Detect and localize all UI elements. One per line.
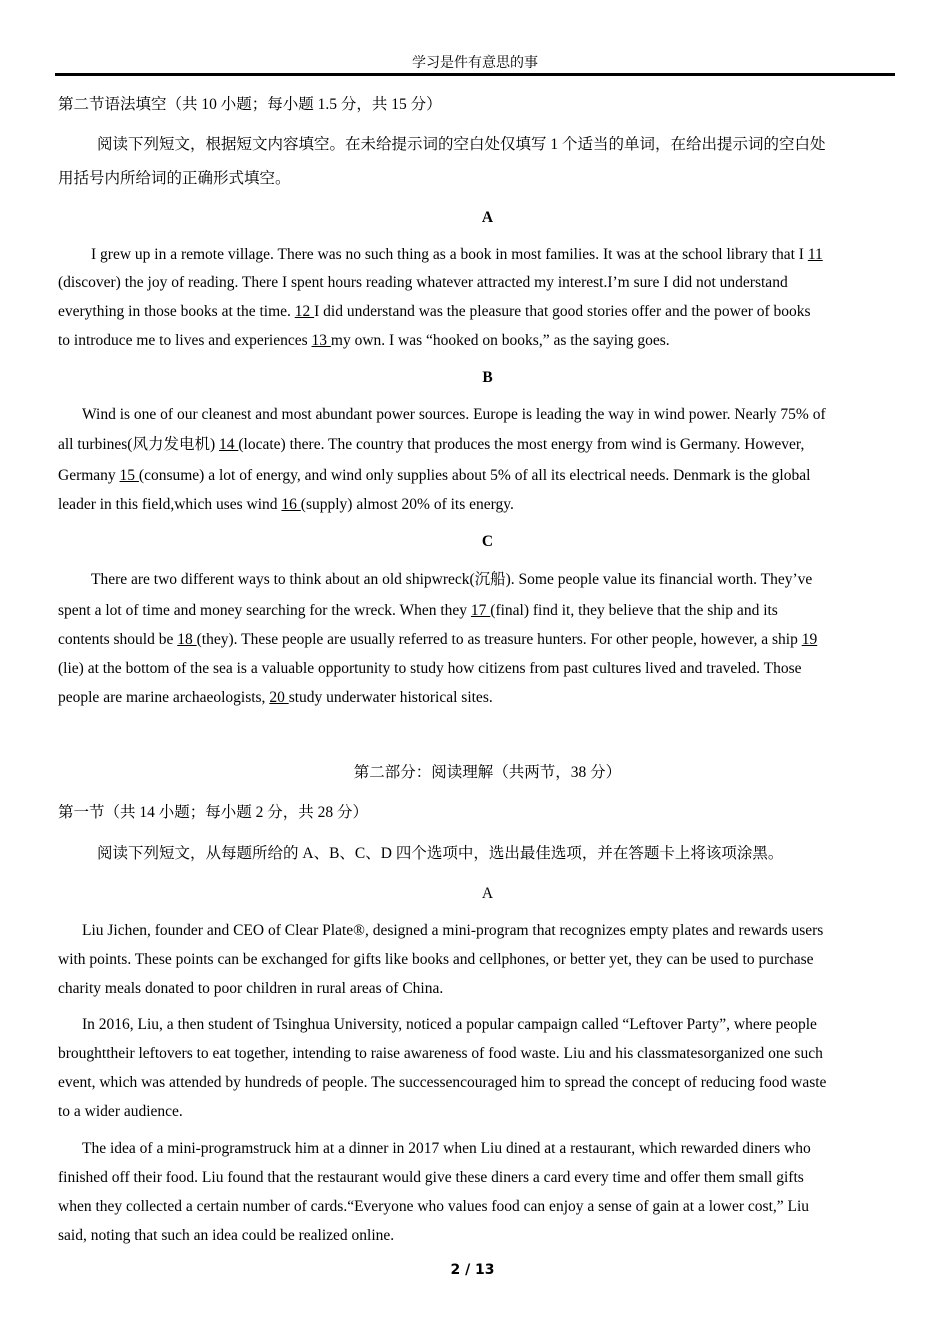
blank-16: 16 [281,496,301,513]
reading-line: finished off their food. Liu found that the restaurant would give these diners a card every time and offer them small gifts [58,1169,804,1186]
reading-line: said, noting that such an idea could be realized online. [58,1227,395,1244]
header-rule [55,73,895,76]
blank-14: 14 [219,436,239,453]
passage-line: people are marine archaeologists, 20 study underwater historical sites. [58,689,493,706]
passage-line: all turbines(风力发电机) 14 (locate) there. The country that produces the most energy from wind is Germany. However, [58,436,805,453]
passage-line: leader in this field,which uses wind 16 (supply) almost 20% of its energy. [58,496,514,513]
blank-19: 19 [801,631,818,648]
reading-line: In 2016, Liu, a then student of Tsinghua University, noticed a popular campaign called “Leftover Party”, where people [82,1016,817,1033]
blank-12: 12 [294,303,315,320]
passage-line: contents should be 18 (they). These people are usually referred to as treasure hunters. For other people, however, a ship 19 [58,631,818,648]
blank-11: 11 [807,246,823,263]
passage-label: B [482,369,493,386]
page-header: 学习是件有意思的事 [412,55,538,71]
passage-line: Germany 15 (consume) a lot of energy, and wind only supplies about 5% of all its electrical needs. Denmark is the global [58,467,811,484]
part-title: 第二部分：阅读理解（共两节，38 分） [353,764,622,781]
passage-line: to introduce me to lives and experiences 13 my own. I was “hooked on books,” as the saying goes. [58,332,670,349]
blank-13: 13 [311,332,331,349]
reading-line: broughttheir leftovers to eat together, intending to raise awareness of food waste. Liu and his classmatesorganized one such [58,1045,823,1062]
instruction-line: 用括号内所给词的正确形式填空。 [58,170,291,187]
reading-line: with points. These points can be exchanged for gifts like books and cellphones, or better yet, they can be used to purchase [58,951,814,968]
blank-17: 17 [470,602,491,619]
passage-label: A [481,209,494,226]
passage-label: A [481,885,494,902]
instruction-line: 阅读下列短文，根据短文内容填空。在未给提示词的空白处仅填写 1 个适当的单词，在给出提示词的空白处 [97,136,826,153]
reading-line: Liu Jichen, founder and CEO of Clear Plate®, designed a mini-program that recognizes empty plates and rewards users [82,922,824,939]
passage-line: spent a lot of time and money searching for the wreck. When they 17 (final) find it, they believe that the ship and its [58,602,778,619]
section-title: 第一节（共 14 小题；每小题 2 分，共 28 分） [58,804,369,821]
blank-20: 20 [269,689,289,706]
passage-line: There are two different ways to think about an old shipwreck(沉船). Some people value its financial worth. They’ve [91,571,813,588]
passage-line: I grew up in a remote village. There was no such thing as a book in most families. It was at the school library that I 11 [91,246,823,263]
reading-line: The idea of a mini-programstruck him at a dinner in 2017 when Liu dined at a restaurant, which rewarded diners who [82,1140,811,1157]
passage-line: Wind is one of our cleanest and most abundant power sources. Europe is leading the way in wind power. Nearly 75% of [82,406,826,423]
blank-15: 15 [119,467,139,484]
blank-18: 18 [177,631,197,648]
passage-line: everything in those books at the time. 12 I did understand was the pleasure that good stories offer and the power of books [58,303,811,320]
passage-label: C [481,533,494,550]
reading-line: to a wider audience. [58,1103,183,1120]
section-title: 第二节语法填空（共 10 小题；每小题 1.5 分，共 15 分） [58,96,442,113]
reading-line: event, which was attended by hundreds of people. The successencouraged him to spread the concept of reducing food waste [58,1074,827,1091]
instruction-line: 阅读下列短文，从每题所给的 A、B、C、D 四个选项中，选出最佳选项，并在答题卡上将该项涂黑。 [97,845,784,862]
reading-line: when they collected a certain number of cards.“Everyone who values food can enjoy a sense of gain at a lower cost,” Liu [58,1198,810,1215]
reading-line: charity meals donated to poor children in rural areas of China. [58,980,444,997]
passage-line: (discover) the joy of reading. There I spent hours reading whatever attracted my interest.I’m sure I did not understand [58,274,788,291]
passage-line: (lie) at the bottom of the sea is a valuable opportunity to study how citizens from past cultures lived and traveled. Those [58,660,802,677]
page-number: 2 / 13 [450,1262,495,1278]
